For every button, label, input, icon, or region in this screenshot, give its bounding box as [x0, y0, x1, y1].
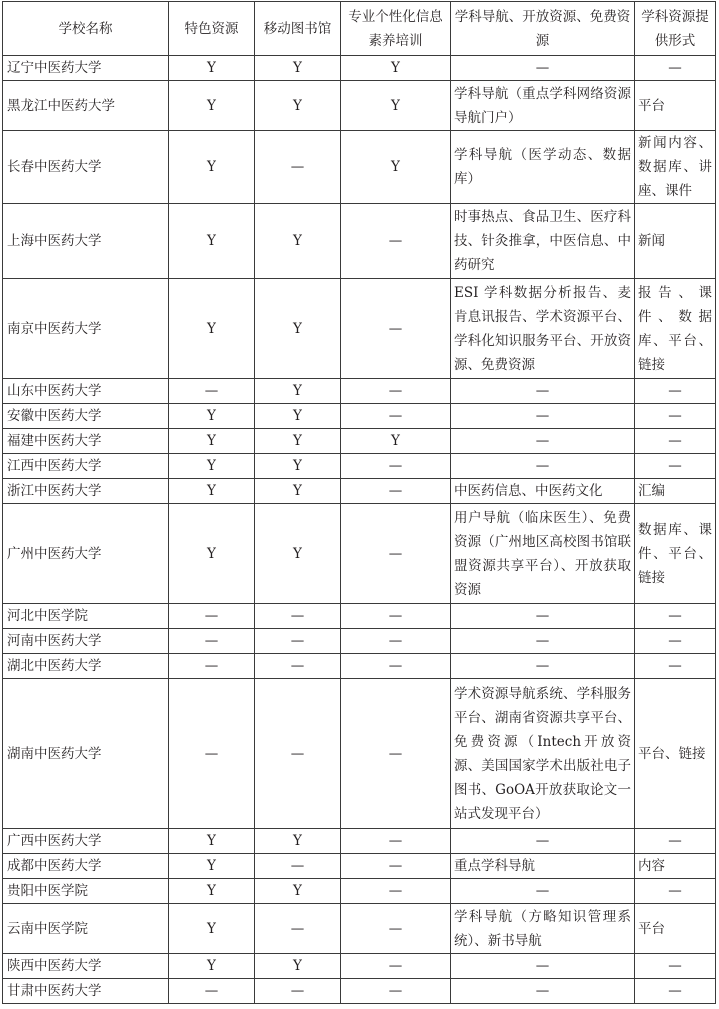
resource-form-cell: 新闻内容、数据库、讲座、课件	[635, 131, 716, 204]
special-resources-cell: Y	[169, 829, 255, 854]
resource-form-cell: 汇编	[635, 479, 716, 504]
special-resources-cell: —	[169, 629, 255, 654]
resource-form-cell: 内容	[635, 854, 716, 879]
header-school-name: 学校名称	[3, 2, 169, 56]
library-services-table	[2, 1, 716, 1004]
special-resources-cell: Y	[169, 204, 255, 279]
subject-navigation-cell: —	[451, 654, 635, 679]
resource-form-cell: —	[635, 56, 716, 81]
resource-form-cell: —	[635, 429, 716, 454]
table-row	[3, 879, 716, 904]
resource-form-cell: —	[635, 604, 716, 629]
subject-navigation-cell: —	[451, 604, 635, 629]
special-resources-cell: Y	[169, 904, 255, 954]
school-name-cell: 安徽中医药大学	[3, 404, 169, 429]
table-row	[3, 81, 716, 131]
school-name-cell: 河南中医药大学	[3, 629, 169, 654]
resource-form-cell: —	[635, 454, 716, 479]
table-row	[3, 679, 716, 829]
mobile-library-cell: Y	[255, 879, 341, 904]
special-resources-cell: Y	[169, 479, 255, 504]
literacy-training-cell: —	[341, 679, 451, 829]
table-row	[3, 829, 716, 854]
mobile-library-cell: Y	[255, 279, 341, 379]
subject-navigation-cell: —	[451, 454, 635, 479]
subject-navigation-cell: —	[451, 879, 635, 904]
table-row	[3, 979, 716, 1004]
resource-form-cell: 平台	[635, 81, 716, 131]
header-resource-form: 学科资源提供形式	[635, 2, 716, 56]
literacy-training-cell: Y	[341, 131, 451, 204]
table-row	[3, 904, 716, 954]
school-name-cell: 江西中医药大学	[3, 454, 169, 479]
literacy-training-cell: Y	[341, 429, 451, 454]
special-resources-cell: —	[169, 979, 255, 1004]
header-literacy-training: 专业个性化信息素养培训	[341, 2, 451, 56]
resource-form-cell: —	[635, 829, 716, 854]
mobile-library-cell: Y	[255, 404, 341, 429]
literacy-training-cell: —	[341, 404, 451, 429]
school-name-cell: 辽宁中医药大学	[3, 56, 169, 81]
special-resources-cell: Y	[169, 56, 255, 81]
subject-navigation-cell: ESI 学科数据分析报告、麦肯息讯报告、学术资源平台、学科化知识服务平台、开放资源、免费资源	[451, 279, 635, 379]
school-name-cell: 南京中医药大学	[3, 279, 169, 379]
literacy-training-cell: —	[341, 654, 451, 679]
school-name-cell: 浙江中医药大学	[3, 479, 169, 504]
subject-navigation-cell: 重点学科导航	[451, 854, 635, 879]
literacy-training-cell: —	[341, 954, 451, 979]
resource-form-cell: —	[635, 979, 716, 1004]
table-row	[3, 454, 716, 479]
table-row	[3, 131, 716, 204]
literacy-training-cell: —	[341, 479, 451, 504]
special-resources-cell: Y	[169, 454, 255, 479]
literacy-training-cell: —	[341, 279, 451, 379]
literacy-training-cell: —	[341, 879, 451, 904]
special-resources-cell: —	[169, 604, 255, 629]
special-resources-cell: Y	[169, 879, 255, 904]
table-row	[3, 504, 716, 604]
subject-navigation-cell: 学术资源导航系统、学科服务平台、湖南省资源共享平台、免费资源（Intech开放资源、美国国家学术出版社电子图书、GoOA开放获取论文一站式发现平台）	[451, 679, 635, 829]
school-name-cell: 广州中医药大学	[3, 504, 169, 604]
school-name-cell: 甘肃中医药大学	[3, 979, 169, 1004]
mobile-library-cell: —	[255, 654, 341, 679]
resource-form-cell: —	[635, 379, 716, 404]
subject-navigation-cell: —	[451, 404, 635, 429]
mobile-library-cell: Y	[255, 479, 341, 504]
special-resources-cell: —	[169, 379, 255, 404]
table-row	[3, 56, 716, 81]
subject-navigation-cell: —	[451, 429, 635, 454]
table-row	[3, 654, 716, 679]
mobile-library-cell: Y	[255, 954, 341, 979]
mobile-library-cell: Y	[255, 454, 341, 479]
subject-navigation-cell: 学科导航（医学动态、数据库）	[451, 131, 635, 204]
table-row	[3, 629, 716, 654]
subject-navigation-cell: —	[451, 629, 635, 654]
mobile-library-cell: —	[255, 979, 341, 1004]
table-row	[3, 429, 716, 454]
mobile-library-cell: Y	[255, 429, 341, 454]
resource-form-cell: —	[635, 879, 716, 904]
mobile-library-cell: Y	[255, 204, 341, 279]
mobile-library-cell: —	[255, 679, 341, 829]
literacy-training-cell: —	[341, 204, 451, 279]
resource-form-cell: —	[635, 954, 716, 979]
mobile-library-cell: —	[255, 854, 341, 879]
resource-form-cell: 平台	[635, 904, 716, 954]
subject-navigation-cell: 中医药信息、中医药文化	[451, 479, 635, 504]
mobile-library-cell: Y	[255, 504, 341, 604]
special-resources-cell: Y	[169, 429, 255, 454]
table-row	[3, 604, 716, 629]
school-name-cell: 山东中医药大学	[3, 379, 169, 404]
literacy-training-cell: —	[341, 604, 451, 629]
subject-navigation-cell: —	[451, 954, 635, 979]
table-body	[3, 56, 716, 1004]
resource-form-cell: 报告、课件、数据库、平台、链接	[635, 279, 716, 379]
literacy-training-cell: —	[341, 979, 451, 1004]
special-resources-cell: Y	[169, 81, 255, 131]
subject-navigation-cell: 用户导航（临床医生）、免费资源（广州地区高校图书馆联盟资源共享平台）、开放获取资源	[451, 504, 635, 604]
special-resources-cell: Y	[169, 404, 255, 429]
school-name-cell: 云南中医学院	[3, 904, 169, 954]
school-name-cell: 福建中医药大学	[3, 429, 169, 454]
special-resources-cell: Y	[169, 504, 255, 604]
mobile-library-cell: —	[255, 604, 341, 629]
table-row	[3, 479, 716, 504]
school-name-cell: 长春中医药大学	[3, 131, 169, 204]
school-name-cell: 广西中医药大学	[3, 829, 169, 854]
table-row	[3, 854, 716, 879]
special-resources-cell: Y	[169, 954, 255, 979]
subject-navigation-cell: —	[451, 379, 635, 404]
table-row	[3, 279, 716, 379]
literacy-training-cell: Y	[341, 81, 451, 131]
header-subject-navigation: 学科导航、开放资源、免费资源	[451, 2, 635, 56]
subject-navigation-cell: 学科导航（重点学科网络资源导航门户）	[451, 81, 635, 131]
mobile-library-cell: Y	[255, 829, 341, 854]
special-resources-cell: —	[169, 654, 255, 679]
literacy-training-cell: —	[341, 379, 451, 404]
table-row	[3, 204, 716, 279]
resource-form-cell: —	[635, 404, 716, 429]
literacy-training-cell: —	[341, 454, 451, 479]
special-resources-cell: —	[169, 679, 255, 829]
special-resources-cell: Y	[169, 279, 255, 379]
special-resources-cell: Y	[169, 131, 255, 204]
literacy-training-cell: —	[341, 829, 451, 854]
resource-form-cell: 平台、链接	[635, 679, 716, 829]
table-row	[3, 379, 716, 404]
resource-form-cell: 数据库、课件、平台、链接	[635, 504, 716, 604]
header-mobile-library: 移动图书馆	[255, 2, 341, 56]
header-row	[3, 2, 716, 56]
resource-form-cell: 新闻	[635, 204, 716, 279]
school-name-cell: 贵阳中医学院	[3, 879, 169, 904]
subject-navigation-cell: 学科导航（方略知识管理系统）、新书导航	[451, 904, 635, 954]
literacy-training-cell: Y	[341, 56, 451, 81]
literacy-training-cell: —	[341, 904, 451, 954]
special-resources-cell: Y	[169, 854, 255, 879]
school-name-cell: 河北中医学院	[3, 604, 169, 629]
header-special-resources: 特色资源	[169, 2, 255, 56]
school-name-cell: 陕西中医药大学	[3, 954, 169, 979]
literacy-training-cell: —	[341, 504, 451, 604]
school-name-cell: 湖南中医药大学	[3, 679, 169, 829]
subject-navigation-cell: —	[451, 829, 635, 854]
mobile-library-cell: Y	[255, 379, 341, 404]
resource-form-cell: —	[635, 654, 716, 679]
mobile-library-cell: Y	[255, 81, 341, 131]
school-name-cell: 成都中医药大学	[3, 854, 169, 879]
mobile-library-cell: Y	[255, 56, 341, 81]
table-row	[3, 954, 716, 979]
subject-navigation-cell: —	[451, 979, 635, 1004]
school-name-cell: 黑龙江中医药大学	[3, 81, 169, 131]
mobile-library-cell: —	[255, 629, 341, 654]
mobile-library-cell: —	[255, 131, 341, 204]
mobile-library-cell: —	[255, 904, 341, 954]
school-name-cell: 上海中医药大学	[3, 204, 169, 279]
literacy-training-cell: —	[341, 629, 451, 654]
subject-navigation-cell: 时事热点、食品卫生、医疗科技、针灸推拿，中医信息、中药研究	[451, 204, 635, 279]
resource-form-cell: —	[635, 629, 716, 654]
subject-navigation-cell: —	[451, 56, 635, 81]
table-row	[3, 404, 716, 429]
school-name-cell: 湖北中医药大学	[3, 654, 169, 679]
literacy-training-cell: —	[341, 854, 451, 879]
